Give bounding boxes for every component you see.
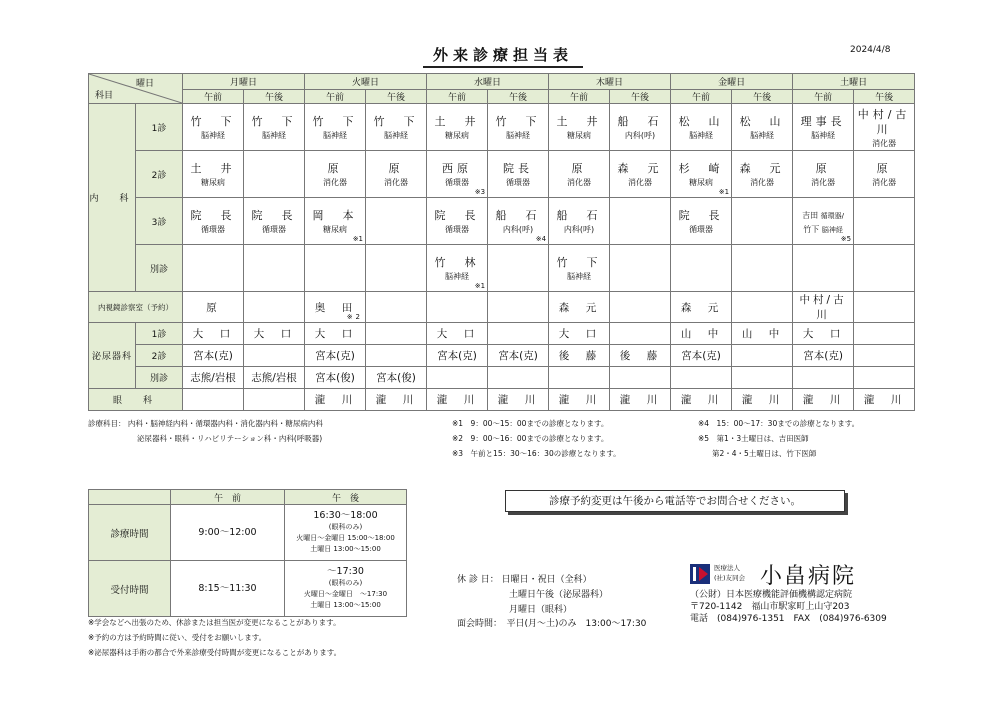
doctor-name: 院 長 [434, 209, 480, 222]
am-header: 午前 [427, 90, 488, 104]
schedule-cell [488, 151, 549, 198]
doctor-name: 船 石 [556, 209, 602, 222]
department: 糖尿病 [201, 178, 225, 187]
schedule-cell [549, 151, 610, 198]
schedule-cell [183, 104, 244, 151]
hospital-address: 〒720-1142 福山市駅家町上山守203 [690, 602, 850, 612]
footnote-5a: ※5 第1・3土曜日は、吉田医師 [698, 434, 809, 443]
schedule-cell [305, 198, 366, 245]
doctor-name: 原 [876, 162, 892, 175]
schedule-cell [244, 245, 305, 292]
department: 脳神経 [384, 131, 409, 140]
schedule-cell [488, 389, 549, 411]
pm-header: 午後 [854, 90, 915, 104]
corporation-name: (社)友同会 [714, 574, 746, 582]
schedule-cell [854, 198, 915, 245]
schedule-cell [671, 323, 732, 345]
schedule-cell [549, 198, 610, 245]
schedule-cell [732, 245, 793, 292]
footnote-1: ※1 9：00～15：00までの診療となります。 [452, 419, 609, 428]
category-urology: 泌尿器科 [89, 323, 136, 389]
footnote-mark: ※1 [474, 282, 486, 290]
schedule-table [88, 73, 915, 411]
am-header: 午前 [549, 90, 610, 104]
schedule-cell [854, 104, 915, 151]
schedule-cell [427, 292, 488, 323]
schedule-cell [366, 323, 427, 345]
schedule-cell [427, 367, 488, 389]
doctor-name: 竹下 [803, 224, 820, 234]
reception-pm-eye-weekday: 火曜日～金曜日 ～17:30 [303, 590, 388, 598]
doctor-name: 院 長 [190, 209, 236, 222]
day-header: 火曜日 [305, 74, 427, 90]
doctor-name: 瀧 川 [314, 394, 356, 406]
schedule-cell [366, 345, 427, 367]
schedule-cell [183, 245, 244, 292]
schedule-cell [305, 323, 366, 345]
schedule-cell [488, 345, 549, 367]
footnote-reservation: ※予約の方は予約時間に従い、受付をお願いします。 [88, 633, 267, 642]
department: 循環器 [262, 225, 286, 234]
day-header: 木曜日 [549, 74, 671, 90]
schedule-cell [610, 151, 671, 198]
doctor-name: 中村/古川 [857, 107, 911, 136]
hospital-phone: 電話 (084)976-1351 FAX (084)976-6309 [690, 614, 887, 624]
footnote-mark: ※1 [352, 235, 364, 243]
schedule-cell [793, 389, 854, 411]
schedule-cell [427, 245, 488, 292]
department: 脳神経 [750, 131, 775, 140]
doctor-name: 竹 下 [373, 115, 419, 128]
doctor-name: 竹 下 [312, 115, 358, 128]
doctor-name: 土 井 [434, 115, 480, 128]
room-label: 1診 [136, 323, 183, 345]
doctor-name: 瀧 川 [863, 394, 905, 406]
department: 脳神経 [811, 131, 836, 140]
schedule-cell [610, 367, 671, 389]
pm-header: 午後 [244, 90, 305, 104]
schedule-cell [549, 367, 610, 389]
schedule-cell [305, 151, 366, 198]
footnote-3: ※3 午前と15：30～16：30の診療となります。 [452, 449, 621, 458]
schedule-cell [488, 323, 549, 345]
am-header: 午前 [671, 90, 732, 104]
doctor-name: 瀧 川 [558, 394, 600, 406]
schedule-cell [488, 198, 549, 245]
schedule-cell [671, 245, 732, 292]
schedule-cell [244, 345, 305, 367]
category-internal: 内 科 [89, 104, 136, 292]
doctor-name: 理事長 [800, 115, 846, 128]
department: 循環器 [445, 178, 470, 187]
schedule-cell [305, 245, 366, 292]
department: 循環器/ [820, 211, 845, 220]
footnote-5b: 第2・4・5土曜日は、竹下医師 [712, 449, 817, 458]
schedule-cell [854, 245, 915, 292]
hours-table [88, 489, 407, 617]
hospital-logo [690, 562, 910, 592]
schedule-cell [671, 198, 732, 245]
doctor-name: 大 口 [802, 328, 844, 340]
page-title: 外来診療担当表 [423, 44, 583, 68]
pm-header: 午後 [366, 90, 427, 104]
consult-pm-main: 16:30～18:00 [313, 510, 378, 521]
doctor-name: 吉田 [802, 210, 819, 220]
pm-header: 午後 [732, 90, 793, 104]
schedule-cell [610, 292, 671, 323]
department: 糖尿病 [323, 225, 348, 234]
footnote-mark: ※1 [718, 188, 730, 196]
doctor-name: 中村/古川 [799, 294, 847, 321]
departments-note-2: 泌尿器科・眼科・リハビリテーション科・内科(呼吸器) [137, 434, 323, 443]
doctor-name: 森 元 [680, 301, 722, 314]
doctor-name: 森 元 [617, 162, 663, 175]
doctor-name: 原 [388, 162, 404, 175]
schedule-cell [793, 198, 854, 245]
schedule-cell [793, 345, 854, 367]
doctor-name: 杉 崎 [678, 162, 724, 175]
doctor-name: 瀧 川 [802, 394, 844, 406]
schedule-cell [305, 389, 366, 411]
reception-pm-eye-saturday: 土曜日 13:00～15:00 [310, 601, 381, 609]
schedule-cell [793, 367, 854, 389]
department: 消化器 [567, 178, 592, 187]
schedule-cell [244, 104, 305, 151]
doctor-name: 岡 本 [312, 209, 358, 222]
schedule-cell [427, 198, 488, 245]
doctor-name: 土 井 [556, 115, 602, 128]
consult-pm-eye-weekday: 火曜日～金曜日 15:00～18:00 [296, 534, 395, 542]
schedule-cell [854, 323, 915, 345]
doctor-name: 宮本(克) [437, 350, 477, 362]
schedule-cell [488, 245, 549, 292]
department: 糖尿病 [689, 178, 714, 187]
schedule-cell [244, 292, 305, 323]
department: 循環器 [201, 225, 225, 234]
am-header: 午前 [793, 90, 854, 104]
schedule-cell [610, 245, 671, 292]
schedule-cell [488, 104, 549, 151]
schedule-cell [671, 292, 732, 323]
schedule-cell [671, 345, 732, 367]
reception-pm-eye: (眼科のみ) [328, 579, 363, 587]
closed-days-1: 日曜日・祝日（全科） [501, 575, 592, 585]
doctor-name: 竹 林 [434, 256, 480, 269]
schedule-cell [732, 198, 793, 245]
schedule-cell [732, 389, 793, 411]
doctor-name: 大 口 [314, 328, 356, 340]
doctor-name: 原 [327, 162, 343, 175]
closed-days-label: 休 診 日： [457, 575, 499, 585]
schedule-cell [793, 323, 854, 345]
schedule-cell [549, 292, 610, 323]
footnote-mark: ※4 [535, 235, 547, 243]
doctor-name: 志熊/岩根 [251, 372, 297, 384]
schedule-cell [549, 389, 610, 411]
schedule-cell [854, 151, 915, 198]
doctor-name: 瀧 川 [741, 394, 783, 406]
doctor-name: 竹 下 [556, 256, 602, 269]
room-label: 3診 [136, 198, 183, 245]
doctor-name: 院 長 [251, 209, 297, 222]
doctor-name: 大 口 [192, 328, 234, 340]
department: 脳神経 [821, 225, 843, 234]
schedule-cell [671, 151, 732, 198]
department: 糖尿病 [567, 131, 592, 140]
footnote-conference: ※学会などへ出張のため、休診または担当医が変更になることがあります。 [88, 618, 341, 627]
department: 糖尿病 [445, 131, 470, 140]
footnote-urology: ※泌尿器科は手術の都合で外来診療受付時間が変更になることがあります。 [88, 648, 342, 657]
schedule-cell [244, 323, 305, 345]
schedule-cell [854, 345, 915, 367]
reception-hours-pm [285, 561, 407, 617]
doctor-name: 瀧 川 [375, 394, 417, 406]
pm-header: 午後 [488, 90, 549, 104]
schedule-cell [610, 323, 671, 345]
doctor-name: 原 [571, 162, 587, 175]
schedule-cell [488, 367, 549, 389]
schedule-cell [244, 198, 305, 245]
schedule-cell [732, 345, 793, 367]
schedule-cell [549, 345, 610, 367]
reception-hours-label: 受付時間 [89, 561, 171, 617]
consult-pm-eye-saturday: 土曜日 13:00～15:00 [310, 545, 381, 553]
doctor-name: 院 長 [678, 209, 724, 222]
schedule-cell [732, 151, 793, 198]
schedule-cell [732, 292, 793, 323]
department: 循環器 [506, 178, 531, 187]
schedule-cell [366, 245, 427, 292]
doctor-name: 瀧 川 [497, 394, 539, 406]
room-label: 2診 [136, 151, 183, 198]
schedule-cell [427, 104, 488, 151]
doctor-name: 大 口 [558, 328, 600, 340]
footnote-4: ※4 15：00～17：30までの診療となります。 [698, 419, 860, 428]
department: 消化器 [872, 178, 897, 187]
schedule-cell [366, 198, 427, 245]
doctor-name: 山 中 [680, 328, 722, 340]
schedule-cell [366, 367, 427, 389]
schedule-cell [854, 367, 915, 389]
room-label: 1診 [136, 104, 183, 151]
visiting-hours: 面会時間： 平日(月～土)のみ 13:00～17:30 [457, 619, 647, 629]
schedule-cell [610, 389, 671, 411]
schedule-cell [305, 367, 366, 389]
department: 消化器 [323, 178, 348, 187]
doctor-name: 大 口 [253, 328, 295, 340]
doctor-name: 宮本(克) [803, 350, 843, 362]
department: 内科(呼) [563, 225, 595, 234]
hours-corner [89, 490, 171, 505]
am-header: 午前 [305, 90, 366, 104]
department: 脳神経 [567, 272, 592, 281]
schedule-cell [732, 367, 793, 389]
department: 脳神経 [323, 131, 348, 140]
schedule-cell [549, 104, 610, 151]
department: 内科(呼) [502, 225, 534, 234]
doctor-name: 宮本(克) [498, 350, 538, 362]
issue-date: 2024/4/8 [850, 45, 891, 55]
hospital-accreditation: （公財）日本医療機能評価機構認定病院 [690, 590, 853, 600]
schedule-cell [305, 345, 366, 367]
am-header: 午前 [183, 90, 244, 104]
closed-days-2: 土曜日午後（泌尿器科） [509, 590, 609, 600]
schedule-cell [305, 104, 366, 151]
doctor-name: 土 井 [190, 162, 236, 175]
schedule-cell [183, 292, 244, 323]
category-ophthalmology: 眼 科 [89, 389, 183, 411]
schedule-cell [183, 367, 244, 389]
corporation-type: 医療法人 [714, 564, 740, 572]
schedule-cell [854, 389, 915, 411]
doctor-name: 宮本(克) [193, 350, 233, 362]
schedule-cell [793, 104, 854, 151]
doctor-name: 宮本(克) [681, 350, 721, 362]
room-label: 別診 [136, 367, 183, 389]
schedule-cell [244, 389, 305, 411]
room-label: 2診 [136, 345, 183, 367]
departments-note: 診療科目： 内科・脳神経内科・循環器内科・消化器内科・糖尿病内科 [88, 419, 323, 428]
schedule-cell [427, 323, 488, 345]
consult-hours-am: 9:00～12:00 [171, 505, 285, 561]
schedule-cell [793, 245, 854, 292]
doctor-name: 瀧 川 [619, 394, 661, 406]
department: 消化器 [384, 178, 409, 187]
doctor-name: 宮本(俊) [315, 372, 355, 384]
schedule-cell [427, 389, 488, 411]
doctor-name: 宮本(俊) [376, 372, 416, 384]
doctor-name: 原 [206, 301, 220, 314]
hospital-mark-icon [690, 564, 710, 584]
footnote-mark: ※2 [346, 313, 364, 321]
schedule-cell [366, 151, 427, 198]
pm-header: 午後 [610, 90, 671, 104]
hours-am-header: 午 前 [171, 490, 285, 505]
day-header: 月曜日 [183, 74, 305, 90]
doctor-name: 瀧 川 [436, 394, 478, 406]
department: 消化器 [872, 138, 897, 148]
department: 内科(呼) [624, 131, 656, 140]
department: 消化器 [628, 178, 653, 187]
schedule-cell [732, 104, 793, 151]
doctor-name: 竹 下 [495, 115, 541, 128]
schedule-cell [366, 389, 427, 411]
schedule-cell [549, 323, 610, 345]
doctor-name: 船 石 [495, 209, 541, 222]
department: 消化器 [811, 178, 836, 187]
schedule-cell [183, 323, 244, 345]
department: 循環器 [445, 225, 470, 234]
schedule-cell [793, 151, 854, 198]
consult-hours-label: 診療時間 [89, 505, 171, 561]
schedule-cell [244, 151, 305, 198]
consult-pm-eye: (眼科のみ) [328, 523, 363, 531]
doctor-name: 森 元 [739, 162, 785, 175]
schedule-cell [366, 104, 427, 151]
doctor-name: 西原 [442, 162, 473, 175]
schedule-cell [427, 151, 488, 198]
schedule-cell [610, 345, 671, 367]
header-corner [89, 74, 183, 104]
doctor-name: 志熊/岩根 [190, 372, 236, 384]
doctor-name: 瀧 川 [680, 394, 722, 406]
schedule-cell [244, 367, 305, 389]
doctor-name: 山 中 [741, 328, 783, 340]
schedule-cell [488, 292, 549, 323]
schedule-cell [671, 104, 732, 151]
schedule-cell [183, 345, 244, 367]
corner-subject-label: 科目 [95, 91, 114, 101]
doctor-name: 竹 下 [190, 115, 236, 128]
doctor-name: 後 藤 [558, 350, 600, 362]
doctor-name: 宮本(克) [315, 350, 355, 362]
footnote-2: ※2 9：00～16：00までの診療となります。 [452, 434, 609, 443]
reception-pm-main: ～17:30 [327, 566, 364, 577]
reception-hours-am: 8:15～11:30 [171, 561, 285, 617]
hospital-name: 小畠病院 [760, 564, 857, 589]
schedule-cell [732, 323, 793, 345]
schedule-cell [183, 389, 244, 411]
department: 循環器 [689, 225, 714, 234]
schedule-cell [427, 345, 488, 367]
schedule-cell [854, 292, 915, 323]
department: 脳神経 [445, 272, 470, 281]
doctor-name: 大 口 [436, 328, 478, 340]
doctor-name: 松 山 [739, 115, 785, 128]
department: 脳神経 [506, 131, 531, 140]
doctor-name: 原 [815, 162, 831, 175]
department: 脳神経 [201, 131, 225, 140]
department: 脳神経 [262, 131, 286, 140]
schedule-cell [183, 151, 244, 198]
day-header: 水曜日 [427, 74, 549, 90]
doctor-name: 森 元 [558, 301, 600, 314]
doctor-name: 松 山 [678, 115, 724, 128]
department: 消化器 [750, 178, 775, 187]
schedule-cell [549, 245, 610, 292]
doctor-name: 後 藤 [619, 350, 661, 362]
footnote-mark: ※5 [840, 235, 852, 243]
doctor-name: 竹 下 [251, 115, 297, 128]
schedule-cell [793, 292, 854, 323]
schedule-cell [671, 367, 732, 389]
category-endoscopy: 内視鏡診察室（予約） [89, 292, 183, 323]
closed-days-3: 月曜日（眼科） [509, 605, 573, 615]
day-header: 金曜日 [671, 74, 793, 90]
announcement-box: 診療予約変更は午後から電話等でお問合せください。 [505, 490, 845, 512]
department: 脳神経 [689, 131, 714, 140]
hours-pm-header: 午 後 [285, 490, 407, 505]
schedule-cell [183, 198, 244, 245]
corner-day-label: 曜日 [135, 79, 154, 89]
closed-days [457, 573, 608, 618]
room-label: 別診 [136, 245, 183, 292]
consult-hours-pm [285, 505, 407, 561]
schedule-cell [671, 389, 732, 411]
doctor-name: 船 石 [617, 115, 663, 128]
day-header: 土曜日 [793, 74, 915, 90]
doctor-name: 奥 田 [314, 301, 356, 314]
schedule-cell [366, 292, 427, 323]
footnote-mark: ※3 [474, 188, 486, 196]
schedule-cell [610, 198, 671, 245]
doctor-name: 院長 [503, 162, 534, 175]
schedule-cell [305, 292, 366, 323]
schedule-cell [610, 104, 671, 151]
